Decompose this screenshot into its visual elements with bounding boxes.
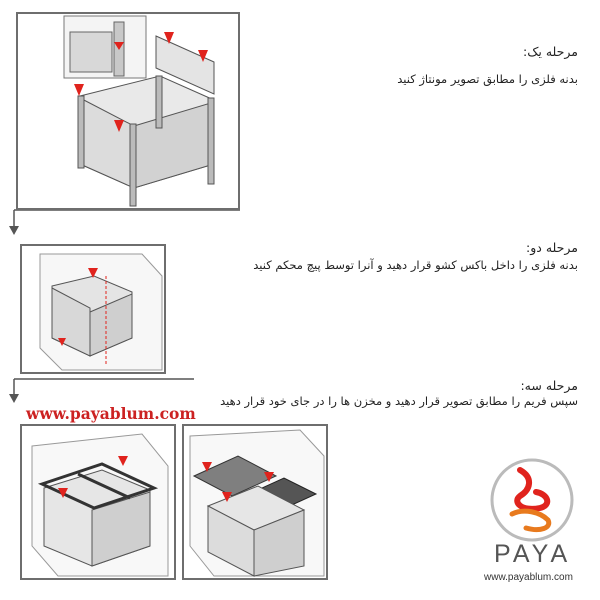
brand-name: PAYA <box>494 540 572 568</box>
website-link[interactable]: www.payablum.com <box>26 404 196 423</box>
step2-title: مرحله دو: <box>526 240 578 255</box>
brand-url[interactable]: www.payablum.com <box>484 572 573 583</box>
step3-title: مرحله سه: <box>520 378 578 393</box>
step2-description: بدنه فلزی را داخل باکس کشو قرار دهید و آنرا توسط پیچ محکم کنید <box>253 258 578 272</box>
step1-title: مرحله یک: <box>522 44 578 59</box>
paya-flame-logo-icon <box>492 460 572 540</box>
step1-description: بدنه فلزی را مطابق تصویر مونتاژ کنید <box>397 72 578 86</box>
step3-description: سپس فریم را مطابق تصویر قرار دهید و مخزن ها را در جای خود قرار دهید <box>220 394 578 408</box>
